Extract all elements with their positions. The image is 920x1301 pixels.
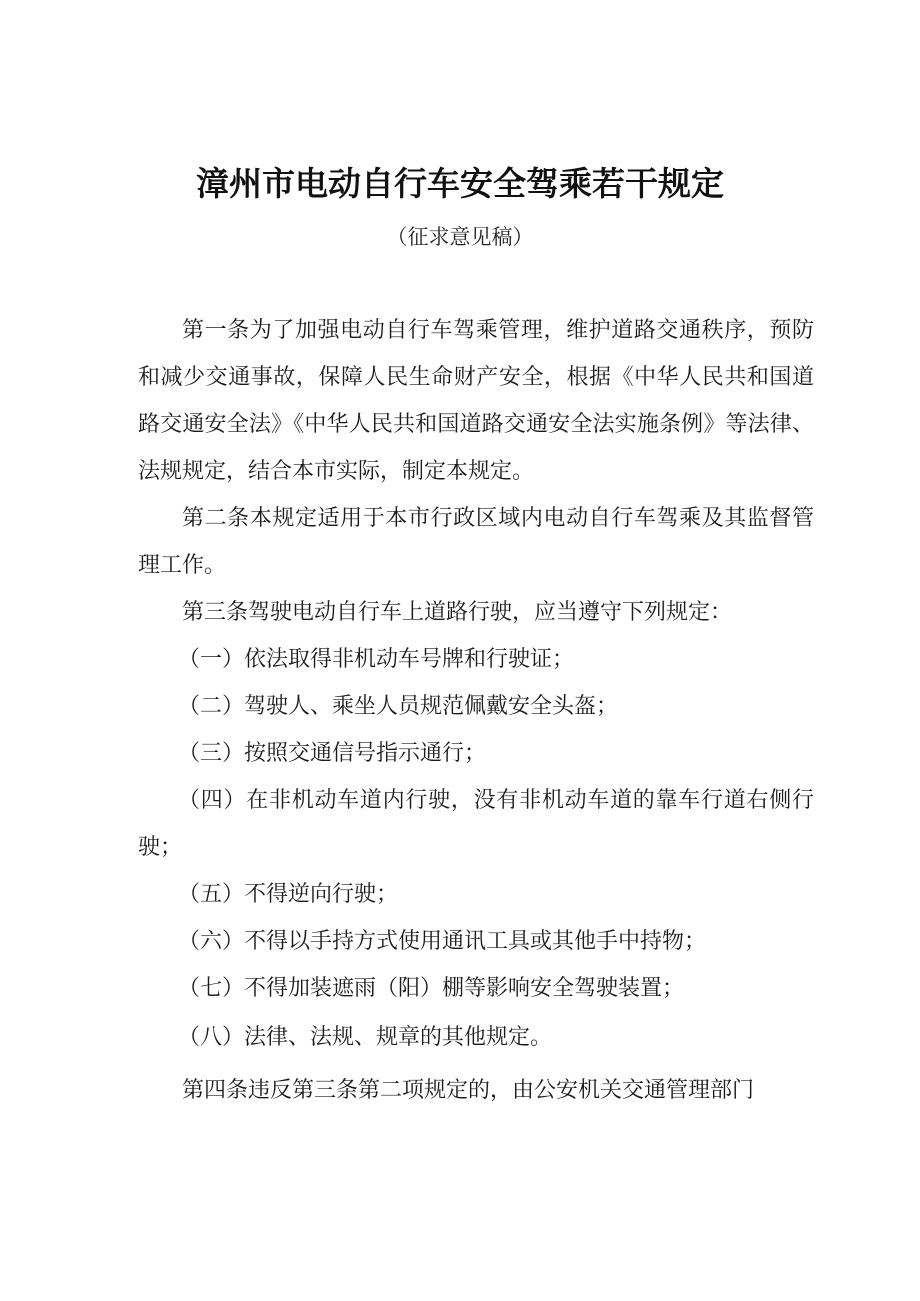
article-1: 第一条为了加强电动自行车驾乘管理，维护道路交通秩序，预防和减少交通事故，保障人民生命财产安全，根据《中华人民共和国道路交通安全法》《中华人民共和国道路交通安全法实施条例》等法律、法规规定，结合本市实际，制定本规定。 (138, 318, 814, 484)
article-3-item-6: （六）不得以手持方式使用通讯工具或其他手中持物； (178, 929, 707, 954)
article-3-item-7: （七）不得加装遮雨（阳）棚等影响安全驾驶装置； (178, 976, 685, 1001)
article-3-item-1: （一）依法取得非机动车号牌和行驶证； (178, 647, 575, 672)
article-3-item-4: （四）在非机动车道内行驶，没有非机动车道的靠车行道右侧行驶； (138, 788, 814, 860)
article-4: 第四条违反第三条第二项规定的，由公安机关交通管理部门 (182, 1078, 755, 1103)
article-2: 第二条本规定适用于本市行政区域内电动自行车驾乘及其监督管理工作。 (138, 506, 814, 578)
document-title: 漳州市电动自行车安全驾乘若干规定 (196, 164, 724, 203)
article-3-item-3: （三）按照交通信号指示通行； (178, 741, 487, 766)
article-3-intro: 第三条驾驶电动自行车上道路行驶，应当遵守下列规定： (182, 600, 733, 625)
article-3-item-5: （五）不得逆向行驶； (178, 882, 399, 907)
article-3-item-2: （二）驾驶人、乘坐人员规范佩戴安全头盔； (178, 694, 619, 719)
document-subtitle: （征求意见稿） (386, 225, 534, 249)
document-body (138, 307, 814, 1114)
article-3-item-8: （八）法律、法规、规章的其他规定。 (178, 1025, 553, 1050)
